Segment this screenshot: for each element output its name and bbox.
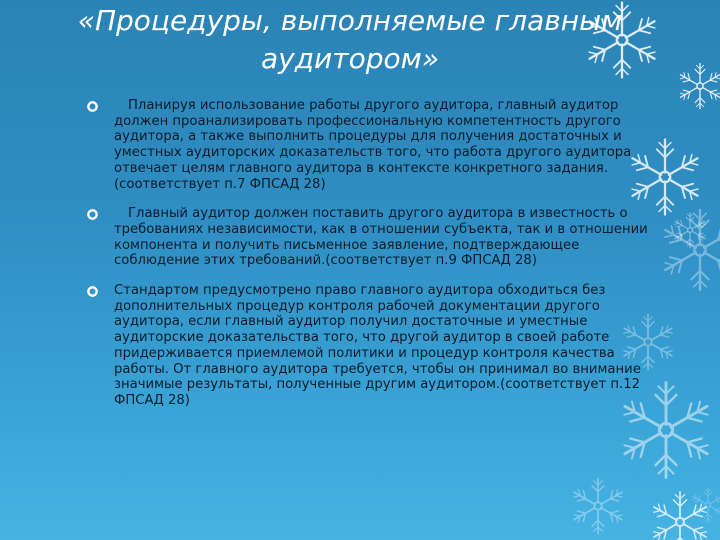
bullet-list bbox=[88, 98, 648, 423]
snowflake-icon bbox=[571, 479, 625, 534]
ring-bullet-icon bbox=[86, 285, 99, 298]
ring-bullet-icon bbox=[86, 208, 99, 221]
bullet-text: Главный аудитор должен поставить другого аудитора в известность о требованиях независимости, как в отношении субъекта, так и в отношении компонента и получить письменное заявление, подтверждающее соблюдение этих требований.(соответствует п.9 ФПСАД 28) bbox=[114, 206, 648, 269]
bullet-item bbox=[88, 283, 648, 409]
slide-title: «Процедуры, выполняемые главным аудитором» bbox=[77, 4, 623, 75]
snowflake-icon bbox=[678, 64, 720, 109]
bullet-item bbox=[88, 206, 648, 269]
bullet-item bbox=[88, 98, 648, 192]
snowflake-icon bbox=[651, 492, 710, 540]
ring-bullet-icon bbox=[86, 100, 99, 113]
bullet-text: Планируя использование работы другого аудитора, главный аудитор должен проанализировать профессиональную компетентность другого аудитора, а также выполнить процедуры для получения достаточных и уместных аудиторских доказательств того, что работа другого аудитора отвечает целям главного аудитора в контексте конкретного задания.(соответствует п.7 ФПСАД 28) bbox=[114, 98, 632, 192]
bullet-text: Стандартом предусмотрено право главного аудитора обходиться без дополнительных процедур контроля рабочей документации другого аудитора, если главный аудитор получил достаточные и уместные аудиторские доказательства того, что другой аудитор в своей работе придерживается приемлемой политики и процедур контроля качества работы. От главного аудитора требуется, чтобы он принимал во внимание значимые результаты, полученные другим аудитором.(соответствует п.12 ФПСАД 28) bbox=[114, 283, 641, 408]
